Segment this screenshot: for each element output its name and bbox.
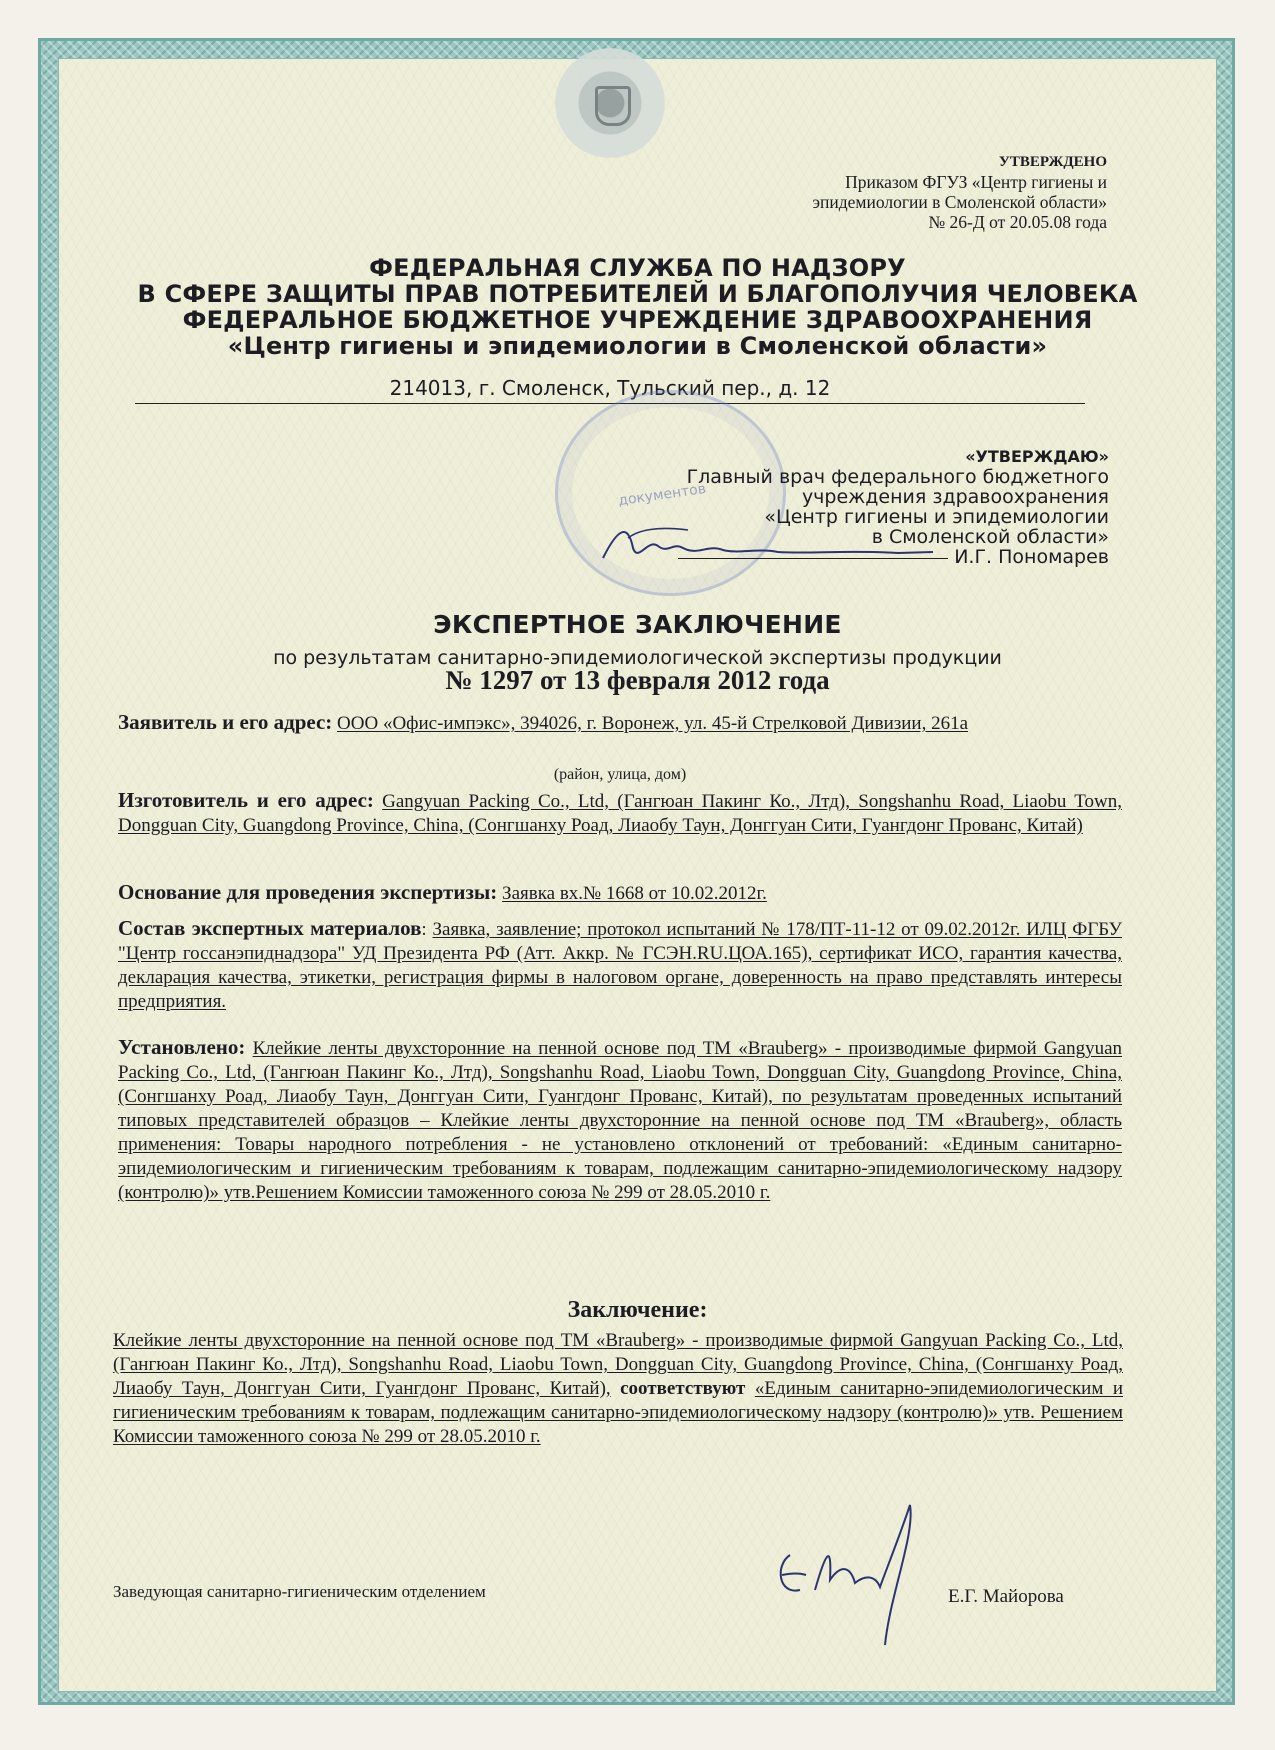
- stamp-text: документов: [617, 480, 707, 510]
- conclusion-title: Заключение:: [567, 1297, 708, 1323]
- applicant-row: [118, 710, 1122, 736]
- basis-label: Основание для проведения экспертизы:: [118, 880, 498, 904]
- conclusion-part-2: «Единым санитарно-эпидемиологическим и гигиеническим требованиям к товарам, подлежащим санитарно-эпидемиологическому надзору (контролю)» утв. Решением Комиссии таможенного союза № 299 от 28.05.2010 г.: [113, 1378, 1123, 1447]
- applicant-label: Заявитель и его адрес:: [118, 710, 333, 734]
- signer-name: Е.Г. Майорова: [948, 1586, 1064, 1607]
- basis-value: Заявка вх.№ 1668 от 10.02.2012г.: [502, 883, 767, 904]
- established-row: [118, 1035, 1122, 1205]
- manufacturer-row: [118, 788, 1122, 838]
- org-line-4: «Центр гигиены и эпидемиологии в Смоленской области»: [227, 332, 1048, 360]
- applicant-hint: (район, улица, дом): [553, 766, 687, 783]
- document-subtitle: по результатам санитарно-эпидемиологической экспертизы продукции: [273, 647, 1002, 669]
- materials-row: Состав экспертных материалов: Заявка, заявление; протокол испытаний № 178/ПТ-11-12 от 09.02.2012г. ИЛЦ ФГБУ "Центр госсанэпиднадзора" УД Президента РФ (Атт. Аккр. № ГСЭН.RU.ЦОА.165), сертификат ИСО, гарантия качества, декларация качества, этикетки, регистрация фирмы в налоговом органе, доверенность на право представлять интересы предприятия.: [118, 916, 1122, 1012]
- org-line-2: В СФЕРЕ ЗАЩИТЫ ПРАВ ПОТРЕБИТЕЛЕЙ И БЛАГОПОЛУЧИЯ ЧЕЛОВЕКА: [137, 280, 1138, 308]
- approved-title: УТВЕРЖДЕНО: [998, 154, 1107, 170]
- organization-address: 214013, г. Смоленск, Тульский пер., д. 12: [135, 376, 1085, 404]
- approval-line-3: «Центр гигиены и эпидемиологии: [764, 506, 1109, 528]
- materials-label: Состав экспертных материалов: [118, 916, 422, 940]
- coat-of-arms-emblem: [555, 48, 665, 158]
- established-value: Клейкие ленты двухсторонние на пенной основе под ТМ «Brauberg» - производимые фирмой Gangyuan Packing Co., Ltd, (Гангюан Пакинг Ко., Лтд), Songshanhu Road, Liaobu Town, Dongguan City, Guangdong Province, China, (Сонгшанху Роад, Лиаобу Таун, Донггуан Сити, Гуангдонг Прованс, Китай), по результатам проведенных испытаний типовых представителей образцов – Клейкие ленты двухсторонние на пенной основе под ТМ «Brauberg», область применения: Товары народного потребления - не установлено отклонений от требований: «Единым санитарно-эпидемиологическим и гигиеническим требованиям к товарам, подлежащим санитарно-эпидемиологическому надзору (контролю)» утв.Решением Комиссии таможенного союза № 299 от 28.05.2010 г.: [118, 1038, 1123, 1203]
- organization-header: [105, 255, 1170, 359]
- org-line-3: ФЕДЕРАЛЬНОЕ БЮДЖЕТНОЕ УЧРЕЖДЕНИЕ ЗДРАВООХРАНЕНИЯ: [182, 306, 1093, 334]
- org-line-1: ФЕДЕРАЛЬНАЯ СЛУЖБА ПО НАДЗОРУ: [369, 254, 906, 282]
- approval-line-1: Главный врач федерального бюджетного: [686, 466, 1109, 488]
- approval-name: И.Г. Пономарев: [954, 546, 1109, 568]
- approved-line-3: № 26-Д от 20.05.08 года: [928, 212, 1107, 232]
- document-number: № 1297 от 13 февраля 2012 года: [445, 665, 830, 695]
- conclusion-text: [113, 1329, 1123, 1449]
- approved-line-1: Приказом ФГУЗ «Центр гигиены и: [845, 172, 1107, 192]
- manufacturer-label: Изготовитель и его адрес:: [118, 788, 374, 812]
- conclusion-part-1: Клейкие ленты двухсторонние на пенной основе под ТМ «Brauberg» - производимые фирмой Gangyuan Packing Co., Ltd, (Гангюан Пакинг Ко., Лтд), Songshanhu Road, Liaobu Town, Dongguan City, Guangdong Province, China, (Сонгшанху Роад, Лиаобу Таун, Донггуан Сити, Гуангдонг Прованс, Китай),: [113, 1330, 1123, 1399]
- approval-line-4: в Смоленской области»: [871, 526, 1109, 548]
- conclusion-keyword: соответствуют: [620, 1378, 746, 1399]
- approval-title: «УТВЕРЖДАЮ»: [965, 447, 1109, 466]
- signer-position: Заведующая санитарно-гигиеническим отделением: [113, 1582, 486, 1601]
- established-label: Установлено:: [118, 1035, 246, 1059]
- basis-row: [118, 880, 1122, 906]
- chief-signature: [598, 518, 938, 573]
- manufacturer-value: Gangyuan Packing Co., Ltd, (Гангюан Пакинг Ко., Лтд), Songshanhu Road, Liaobu Town, Dongguan City, Guangdong Province, China, (Сонгшанху Роад, Лиаобу Таун, Донггуан Сити, Гуангдонг Прованс, Китай): [118, 791, 1122, 836]
- head-signature: [770, 1495, 940, 1655]
- document-title: ЭКСПЕРТНОЕ ЗАКЛЮЧЕНИЕ: [433, 610, 842, 639]
- approved-header: [812, 152, 1107, 232]
- approved-line-2: эпидемиологии в Смоленской области»: [812, 192, 1107, 212]
- applicant-value: ООО «Офис-импэкс», 394026, г. Воронеж, ул. 45-й Стрелковой Дивизии, 261а: [337, 713, 969, 734]
- materials-value: Заявка, заявление; протокол испытаний № 178/ПТ-11-12 от 09.02.2012г. ИЛЦ ФГБУ "Центр госсанэпиднадзора" УД Президента РФ (Атт. Аккр. № ГСЭН.RU.ЦОА.165), сертификат ИСО, гарантия качества, декларация качества, этикетки, регистрация фирмы в налоговом органе, доверенность на право представлять интересы предприятия.: [118, 919, 1122, 1012]
- approval-line-2: учреждения здравоохранения: [801, 486, 1109, 508]
